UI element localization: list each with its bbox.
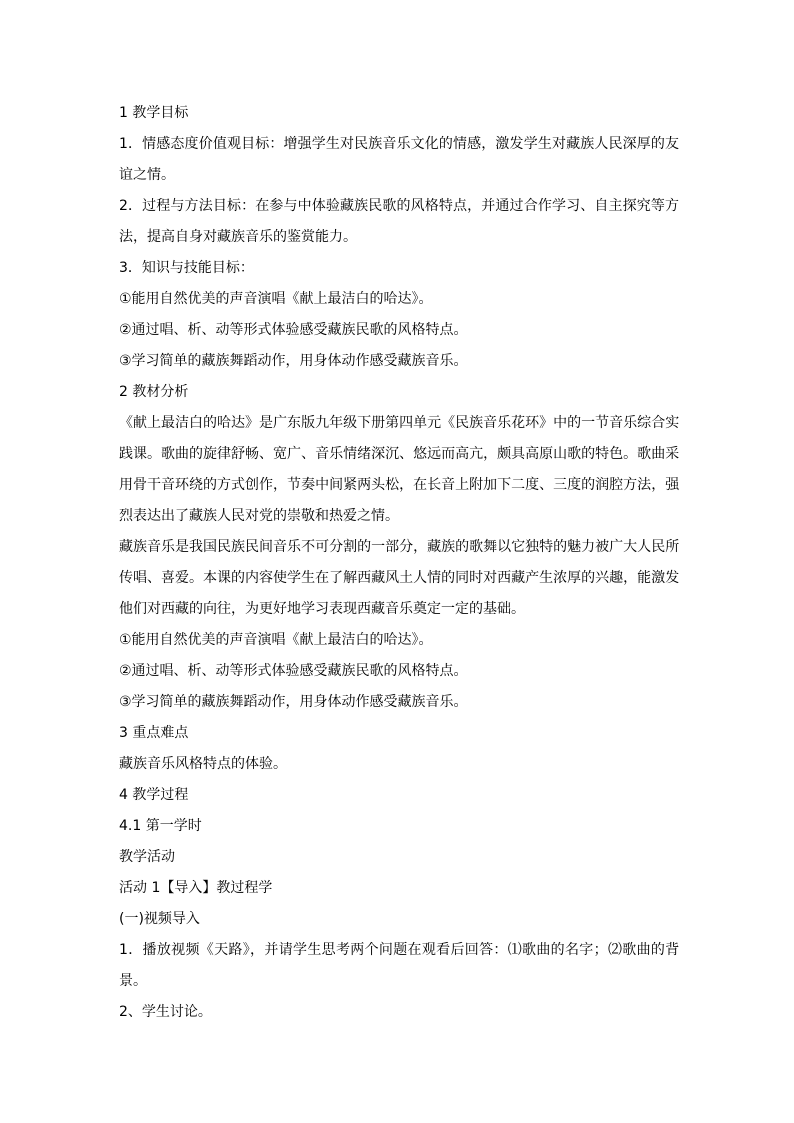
paragraph-line: 活动 1【导入】教过程学 [119,880,273,896]
list-item: ②通过唱、析、动等形式体验感受藏族民歌的风格特点。 [119,322,468,338]
paragraph-line: 践课。歌曲的旋律舒畅、宽广、音乐情绪深沉、悠远而高亢，颇具高原山歌的特色。歌曲采 [119,446,679,462]
subheading-first-period: 4.1 第一学时 [119,818,202,834]
heading-material-analysis: 2 教材分析 [119,384,189,400]
list-item: ①能用自然优美的声音演唱《献上最洁白的哈达》。 [119,632,433,648]
paragraph-line: 法，提高自身对藏族音乐的鉴赏能力。 [119,229,357,245]
heading-teaching-goals: 1 教学目标 [119,105,189,121]
paragraph-line: 传唱、喜爱。本课的内容使学生在了解西藏风土人情的同时对西藏产生浓厚的兴趣，能激发 [119,570,679,586]
list-item: ③学习简单的藏族舞蹈动作，用身体动作感受藏族音乐。 [119,353,468,369]
list-item: ③学习简单的藏族舞蹈动作，用身体动作感受藏族音乐。 [119,694,468,710]
paragraph-line: (一)视频导入 [119,911,200,927]
paragraph-line: 景。 [119,973,147,989]
heading-teaching-process: 4 教学过程 [119,787,189,803]
paragraph-line: 1．播放视频《天路》，并请学生思考两个问题在观看后回答：⑴歌曲的名字；⑵歌曲的背 [119,942,679,958]
paragraph-line: 烈表达出了藏族人民对党的崇敬和热爱之情。 [119,508,399,524]
paragraph-line: 3．知识与技能目标： [119,260,254,276]
paragraph-line: 用骨干音环绕的方式创作，节奏中间紧两头松，在长音上附加下二度、三度的润腔方法，强 [119,477,679,493]
document-body [119,98,679,1028]
paragraph-line: 藏族音乐是我国民族民间音乐不可分割的一部分，藏族的歌舞以它独特的魅力被广大人民所 [119,539,679,555]
paragraph-line: 2、学生讨论。 [119,1004,212,1020]
paragraph-line: 《献上最洁白的哈达》是广东版九年级下册第四单元《民族音乐花环》中的一节音乐综合实 [119,415,679,431]
paragraph-line: 2．过程与方法目标：在参与中体验藏族民歌的风格特点，并通过合作学习、自主探究等方 [119,198,679,214]
list-item: ①能用自然优美的声音演唱《献上最洁白的哈达》。 [119,291,433,307]
paragraph-line: 1．情感态度价值观目标：增强学生对民族音乐文化的情感，激发学生对藏族人民深厚的友 [119,136,679,152]
paragraph-line: 教学活动 [119,849,175,865]
paragraph-line: 谊之情。 [119,167,175,183]
paragraph-line: 他们对西藏的向往，为更好地学习表现西藏音乐奠定一定的基础。 [119,601,525,617]
paragraph-line: 藏族音乐风格特点的体验。 [119,756,287,772]
heading-key-points: 3 重点难点 [119,725,189,741]
list-item: ②通过唱、析、动等形式体验感受藏族民歌的风格特点。 [119,663,468,679]
